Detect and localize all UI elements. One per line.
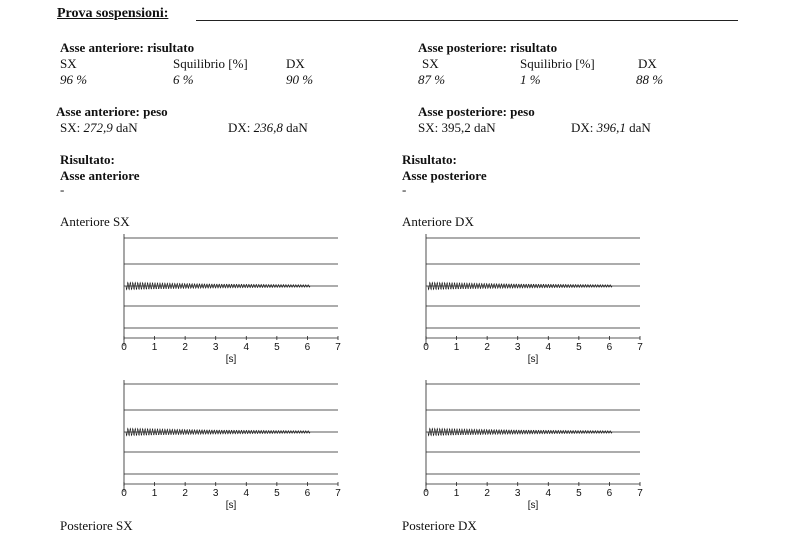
x-tick-label: 0: [121, 488, 127, 499]
front-weight-dx-value: 236,8: [253, 120, 283, 135]
x-tick-label: 4: [545, 488, 552, 499]
x-tick-label: 5: [274, 488, 280, 499]
x-tick-label: 7: [335, 342, 341, 353]
x-tick-label: 0: [423, 488, 429, 499]
rear-result-dx-value: 88 %: [636, 72, 664, 87]
x-unit-label: [s]: [225, 500, 237, 511]
rear-summary-label: Risultato:: [402, 152, 457, 167]
plot-rear-sx: [110, 378, 350, 518]
x-tick-label: 2: [182, 342, 188, 353]
x-tick-label: 5: [576, 488, 582, 499]
front-result-sx-value: 96 %: [60, 72, 88, 87]
front-result-dx-header: DX: [286, 56, 305, 71]
plot-grid: [426, 238, 640, 328]
front-summary-label: Risultato:: [60, 152, 115, 167]
front-result-squilibrio-header: Squilibrio [%]: [173, 56, 248, 71]
x-tick-label: 0: [121, 342, 127, 353]
rear-result-dx-header: DX: [638, 56, 657, 71]
rear-result-squilibrio-header: Squilibrio [%]: [520, 56, 595, 71]
x-unit-label: [s]: [527, 500, 539, 511]
rear-summary-value: -: [402, 182, 407, 197]
x-tick-label: 3: [212, 488, 219, 499]
x-tick-label: 2: [484, 488, 490, 499]
x-tick-label: 1: [151, 488, 158, 499]
x-tick-label: 5: [576, 342, 582, 353]
x-tick-label: 1: [453, 342, 460, 353]
plot-label-front-dx: Anteriore DX: [402, 214, 474, 229]
front-weight-sx-value: 272,9: [83, 120, 113, 135]
rear-result-heading: Asse posteriore: risultato: [418, 40, 558, 55]
plot-front-sx: [110, 232, 350, 372]
x-tick-label: 4: [545, 342, 552, 353]
plot-grid: [124, 384, 338, 474]
x-tick-label: 5: [274, 342, 280, 353]
x-unit-label: [s]: [225, 354, 237, 365]
x-tick-label: 2: [484, 342, 490, 353]
rear-summary-axle: Asse posteriore: [402, 168, 487, 183]
front-result-heading: Asse anteriore: risultato: [60, 40, 195, 55]
x-tick-label: 1: [453, 488, 460, 499]
rear-weight-sx-value: 395,2: [441, 120, 471, 135]
front-summary-axle: Asse anteriore: [60, 168, 140, 183]
x-tick-label: 6: [606, 488, 613, 499]
rear-weight-heading: Asse posteriore: peso: [418, 104, 535, 119]
front-weight-heading: Asse anteriore: peso: [56, 104, 168, 119]
rear-weight-dx-value: 396,1: [596, 120, 626, 135]
front-summary-value: -: [60, 182, 65, 197]
x-tick-label: 3: [514, 488, 521, 499]
x-tick-label: 4: [243, 342, 250, 353]
plot-label-rear-sx: Posteriore SX: [60, 518, 133, 533]
title-underline: [196, 20, 738, 21]
front-result-dx-value: 90 %: [286, 72, 314, 87]
plot-label-rear-dx: Posteriore DX: [402, 518, 477, 533]
x-unit-label: [s]: [527, 354, 539, 365]
plot-label-front-sx: Anteriore SX: [60, 214, 130, 229]
front-weight-sx: SX: 272,9 daN: [60, 120, 138, 135]
rear-result-squilibrio-value: 1 %: [520, 72, 541, 87]
x-tick-label: 6: [304, 488, 311, 499]
rear-weight-dx: DX: 396,1 daN: [571, 120, 651, 135]
x-tick-label: 7: [637, 342, 643, 353]
rear-result-sx-value: 87 %: [418, 72, 446, 87]
x-tick-label: 4: [243, 488, 250, 499]
x-tick-label: 7: [335, 488, 341, 499]
x-tick-label: 7: [637, 488, 643, 499]
front-weight-dx: DX: 236,8 daN: [228, 120, 308, 135]
x-tick-label: 3: [514, 342, 521, 353]
front-result-squilibrio-value: 6 %: [173, 72, 194, 87]
plot-rear-dx: [412, 378, 652, 518]
rear-weight-sx: SX: 395,2 daN: [418, 120, 496, 135]
x-tick-label: 0: [423, 342, 429, 353]
plot-grid: [426, 384, 640, 474]
rear-result-sx-header: SX: [422, 56, 439, 71]
page-title: Prova sospensioni:: [57, 6, 169, 21]
x-tick-label: 6: [606, 342, 613, 353]
plot-front-dx: [412, 232, 652, 372]
plot-grid: [124, 238, 338, 328]
front-result-sx-header: SX: [60, 56, 77, 71]
x-tick-label: 1: [151, 342, 158, 353]
x-tick-label: 6: [304, 342, 311, 353]
x-tick-label: 2: [182, 488, 188, 499]
x-tick-label: 3: [212, 342, 219, 353]
